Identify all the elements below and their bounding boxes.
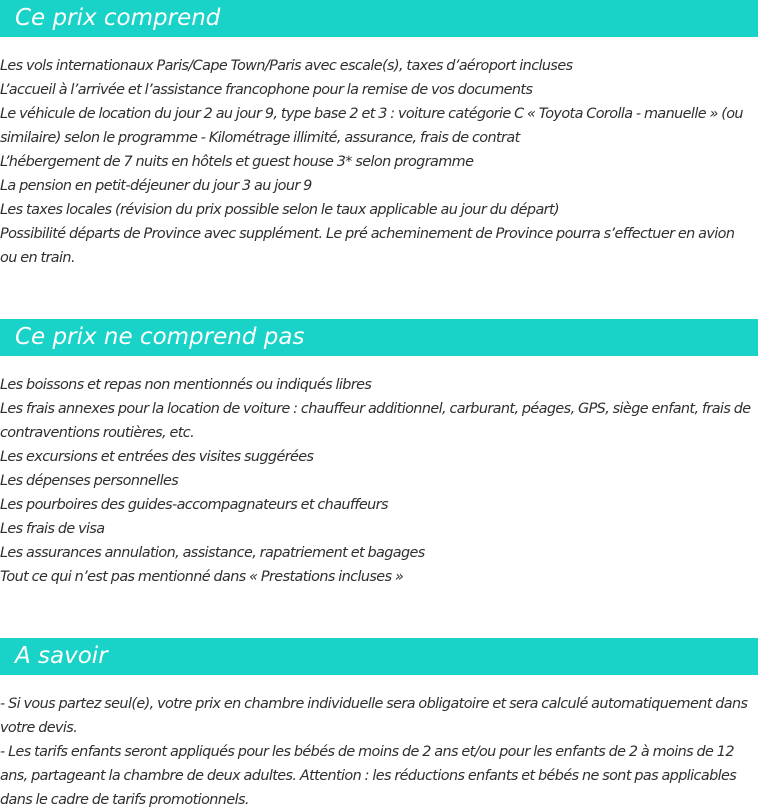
list-item: Les assurances annulation, assistance, rapatriement et bagages xyxy=(0,545,425,561)
list-item: Tout ce qui n’est pas mentionné dans « Prestations incluses » xyxy=(0,569,404,585)
list-item: L’hébergement de 7 nuits en hôtels et guest house 3* selon programme xyxy=(0,154,474,170)
list-item: Les frais annexes pour la location de voiture : chauffeur additionnel, carburant, péages, GPS, siège enfant, frais de contraventions routières, etc. xyxy=(0,401,751,441)
list-item: L’accueil à l’arrivée et l’assistance francophone pour la remise de vos documents xyxy=(0,82,533,98)
list-item: Les dépenses personnelles xyxy=(0,473,179,489)
not-included-list xyxy=(0,373,752,589)
list-item: Possibilité départs de Province avec supplément. Le pré acheminement de Province pourra s’effectuer en avion ou en train. xyxy=(0,226,735,266)
section-header-not-included: Ce prix ne comprend pas xyxy=(0,319,758,356)
list-item: - Les tarifs enfants seront appliqués pour les bébés de moins de 2 ans et/ou pour les enfants de 2 à moins de 12 ans, partageant la chambre de deux adultes. Attention : les réductions enfants et bébés ne sont pas applicables dans le cadre de tarifs promotionnels. xyxy=(0,744,737,808)
list-item: Les boissons et repas non mentionnés ou indiqués libres xyxy=(0,377,372,393)
good-to-know-list xyxy=(0,692,752,812)
list-item: Les taxes locales (révision du prix possible selon le taux applicable au jour du départ) xyxy=(0,202,560,218)
section-header-included: Ce prix comprend xyxy=(0,0,758,37)
list-item: Le véhicule de location du jour 2 au jour 9, type base 2 et 3 : voiture catégorie C « Toyota Corolla - manuelle » (ou similaire) selon le programme - Kilométrage illimité, assurance, frais de contrat xyxy=(0,106,743,146)
list-item: Les pourboires des guides-accompagnateurs et chauffeurs xyxy=(0,497,388,513)
list-item: La pension en petit-déjeuner du jour 3 au jour 9 xyxy=(0,178,312,194)
list-item: - Si vous partez seul(e), votre prix en chambre individuelle sera obligatoire et sera calculé automatiquement dans votre devis. xyxy=(0,696,748,736)
list-item: Les vols internationaux Paris/Cape Town/Paris avec escale(s), taxes d’aéroport incluses xyxy=(0,58,573,74)
list-item: Les excursions et entrées des visites suggérées xyxy=(0,449,314,465)
section-header-good-to-know: A savoir xyxy=(0,638,758,675)
included-list xyxy=(0,54,752,270)
list-item: Les frais de visa xyxy=(0,521,105,537)
